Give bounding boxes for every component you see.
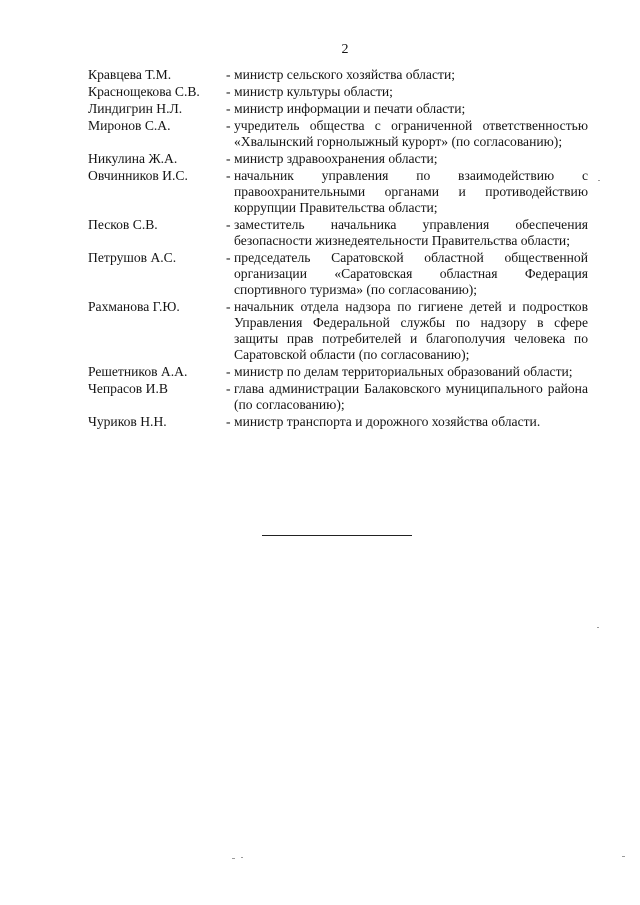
list-item <box>88 299 588 363</box>
dash-separator: - <box>226 217 231 232</box>
member-role: председатель Саратовской областной общественной организации «Саратовская областная Федерация спортивного туризма» (по согласованию); <box>234 250 588 297</box>
member-role: начальник отдела надзора по гигиене детей и подростков Управления Федеральной службы по надзору в сфере защиты прав потребителей и благополучия человека по Саратовской области (по согласованию); <box>234 299 588 362</box>
list-item <box>88 381 588 413</box>
list-item <box>88 364 588 380</box>
list-item <box>88 217 588 249</box>
list-item <box>88 101 588 117</box>
list-item <box>88 414 588 430</box>
dash-separator: - <box>226 151 231 166</box>
list-item <box>88 118 588 150</box>
list-item <box>88 168 588 216</box>
member-name: Никулина Ж.А. <box>88 151 178 166</box>
scan-speck <box>232 858 235 859</box>
member-list <box>88 67 588 431</box>
scan-speck <box>622 856 625 857</box>
member-name: Чуриков Н.Н. <box>88 414 167 429</box>
member-name: Миронов С.А. <box>88 118 171 133</box>
dash-separator: - <box>226 364 231 379</box>
member-role: министр информации и печати области; <box>234 101 466 116</box>
list-item <box>88 67 588 83</box>
member-name: Рахманова Г.Ю. <box>88 299 180 314</box>
member-name: Кравцева Т.М. <box>88 67 172 82</box>
dash-separator: - <box>226 414 231 429</box>
member-name: Овчинников И.С. <box>88 168 188 183</box>
scan-speck <box>241 857 243 858</box>
list-item <box>88 250 588 298</box>
dash-separator: - <box>226 299 231 314</box>
dash-separator: - <box>226 67 231 82</box>
scan-speck <box>598 180 600 181</box>
member-name: Краснощекова С.В. <box>88 84 200 99</box>
member-role: министр по делам территориальных образований области; <box>234 364 573 379</box>
dash-separator: - <box>226 381 231 396</box>
member-name: Решетников А.А. <box>88 364 188 379</box>
dash-separator: - <box>226 250 231 265</box>
page-number: 2 <box>341 42 349 57</box>
dash-separator: - <box>226 168 231 183</box>
list-item <box>88 84 588 100</box>
member-role: министр культуры области; <box>234 84 393 99</box>
member-name: Линдигрин Н.Л. <box>88 101 183 116</box>
dash-separator: - <box>226 84 231 99</box>
scan-speck <box>597 627 599 628</box>
member-role: министр сельского хозяйства области; <box>234 67 455 82</box>
member-role: глава администрации Балаковского муниципального района (по согласованию); <box>234 381 588 412</box>
member-role: начальник управления по взаимодействию с правоохранительными органами и противодействию коррупции Правительства области; <box>234 168 588 215</box>
member-role: министр здравоохранения области; <box>234 151 438 166</box>
closing-rule <box>262 535 412 536</box>
member-name: Чепрасов И.В <box>88 381 168 396</box>
member-role: заместитель начальника управления обеспечения безопасности жизнедеятельности Правительства области; <box>234 217 588 248</box>
member-role: учредитель общества с ограниченной ответственностью «Хвалынский горнолыжный курорт» (по согласованию); <box>234 118 588 149</box>
list-item <box>88 151 588 167</box>
member-name: Песков С.В. <box>88 217 158 232</box>
dash-separator: - <box>226 118 231 133</box>
member-name: Петрушов А.С. <box>88 250 177 265</box>
dash-separator: - <box>226 101 231 116</box>
member-role: министр транспорта и дорожного хозяйства области. <box>234 414 541 429</box>
